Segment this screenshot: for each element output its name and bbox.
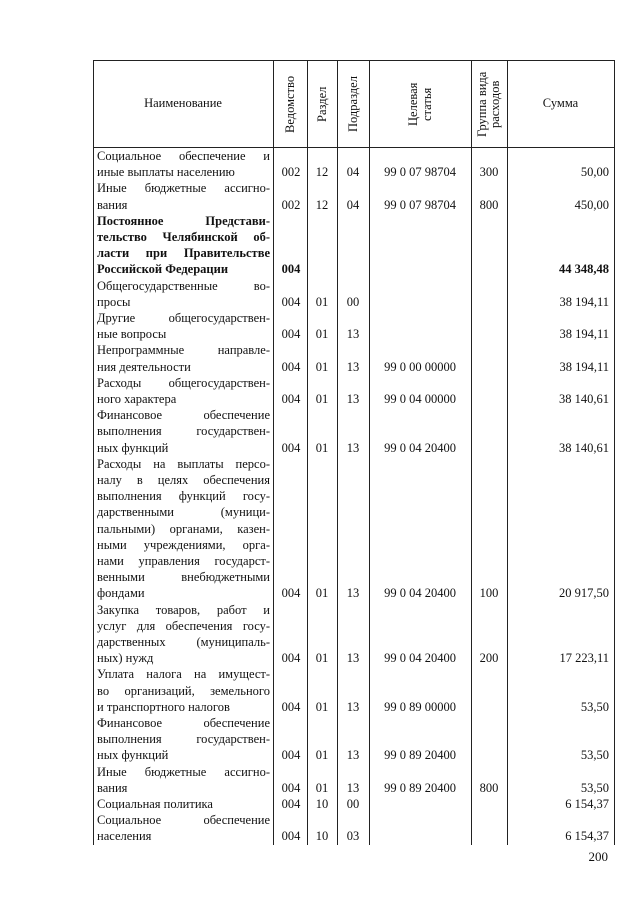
row-vedomstvo: 004	[281, 780, 301, 795]
row-name	[97, 310, 270, 342]
row-gruppa: 200	[479, 651, 499, 666]
row-gruppa: 300	[479, 165, 499, 180]
row-name	[97, 796, 270, 812]
row-razdel: 10	[315, 796, 329, 811]
table-row	[93, 456, 615, 602]
row-name-line: ных функций	[97, 440, 169, 455]
row-name-line: Российской Федерации	[97, 262, 229, 277]
row-vedomstvo: 004	[281, 748, 301, 763]
row-name	[97, 812, 270, 844]
row-podrazdel: 13	[346, 327, 360, 342]
row-razdel: 01	[315, 440, 329, 455]
row-vedomstvo: 004	[281, 294, 301, 309]
row-name-line: и транспортного налогов	[97, 699, 230, 714]
table-row	[93, 278, 615, 310]
row-razdel: 01	[315, 294, 329, 309]
row-summa: 53,50	[580, 748, 609, 763]
header-podrazdel: Подраздел	[346, 76, 360, 132]
table-row	[93, 715, 615, 764]
row-name-line: во организаций, земельного	[97, 683, 270, 698]
row-name-line: услуг для обеспечения госу-	[97, 618, 270, 633]
row-podrazdel: 13	[346, 359, 360, 374]
row-razdel: 01	[315, 699, 329, 714]
table-row	[93, 213, 615, 278]
header-celevaya: Целевая статья	[406, 82, 434, 126]
row-vedomstvo: 004	[281, 359, 301, 374]
row-name-line: выполнения функций госу-	[97, 489, 270, 504]
row-razdel: 12	[315, 165, 329, 180]
row-summa: 20 917,50	[559, 586, 609, 601]
row-name	[97, 407, 270, 456]
table-row	[93, 342, 615, 374]
row-name	[97, 148, 270, 180]
row-podrazdel: 13	[346, 440, 360, 455]
row-summa: 38 194,11	[559, 294, 609, 309]
row-name-line: просы	[97, 294, 131, 309]
row-gruppa: 800	[479, 780, 499, 795]
row-celevaya: 99 0 00 00000	[384, 359, 456, 374]
row-name-line: Расходы общегосударствен-	[97, 375, 270, 390]
row-summa: 450,00	[574, 197, 609, 212]
header-gruppa: Группа вида расходов	[475, 71, 502, 137]
row-podrazdel: 13	[346, 586, 360, 601]
row-celevaya: 99 0 04 00000	[384, 391, 456, 406]
row-celevaya: 99 0 04 20400	[384, 440, 456, 455]
row-name-line: венными внебюджетными	[97, 570, 270, 585]
row-podrazdel: 03	[346, 829, 360, 844]
row-summa: 6 154,37	[565, 829, 609, 844]
row-summa: 53,50	[580, 780, 609, 795]
row-name-line: ных) нужд	[97, 651, 154, 666]
row-name-line: Социальное обеспечение	[97, 813, 270, 828]
row-name-line: фондами	[97, 586, 145, 601]
header-razdel: Раздел	[315, 86, 329, 122]
row-name-line: Общегосударственные во-	[97, 278, 270, 293]
row-vedomstvo: 002	[281, 197, 301, 212]
row-name	[97, 602, 270, 667]
row-celevaya: 99 0 07 98704	[384, 197, 456, 212]
row-summa: 53,50	[580, 699, 609, 714]
row-name-line: Непрограммные направле-	[97, 343, 270, 358]
header-vedomstvo: Ведомство	[283, 75, 297, 133]
row-name-line: выполнения государствен-	[97, 424, 270, 439]
row-razdel: 01	[315, 359, 329, 374]
table-row	[93, 602, 615, 667]
row-podrazdel: 13	[346, 748, 360, 763]
row-razdel: 10	[315, 829, 329, 844]
row-summa: 50,00	[580, 165, 609, 180]
table-row	[93, 812, 615, 844]
row-summa: 44 348,48	[559, 262, 609, 277]
row-name-line: вания	[97, 197, 128, 212]
row-name-line: ласти при Правительстве	[97, 246, 270, 261]
row-summa: 38 194,11	[559, 327, 609, 342]
row-name-line: Уплата налога на имущест-	[97, 667, 270, 682]
row-razdel: 12	[315, 197, 329, 212]
row-name	[97, 764, 270, 796]
row-name-line: Закупка товаров, работ и	[97, 602, 270, 617]
row-vedomstvo: 004	[281, 262, 301, 277]
row-name-line: выполнения государствен-	[97, 732, 270, 747]
row-razdel: 01	[315, 391, 329, 406]
header-summa: Сумма	[542, 96, 579, 110]
row-podrazdel: 04	[346, 165, 360, 180]
row-name	[97, 278, 270, 310]
row-name-line: ных функций	[97, 748, 169, 763]
row-vedomstvo: 004	[281, 327, 301, 342]
row-summa: 38 140,61	[559, 440, 609, 455]
row-name-line: Финансовое обеспечение	[97, 716, 270, 730]
row-podrazdel: 13	[346, 699, 360, 714]
row-vedomstvo: 004	[281, 651, 301, 666]
row-name-line: Постоянное Представи-	[97, 213, 270, 228]
page-number: 200	[588, 849, 608, 864]
row-name	[97, 715, 270, 764]
row-name-line: пальными) органами, казен-	[97, 521, 270, 536]
header-name: Наименование	[144, 96, 222, 110]
row-gruppa: 800	[479, 197, 499, 212]
row-gruppa: 100	[479, 586, 499, 601]
row-name-line: Социальное обеспечение и	[97, 149, 270, 163]
row-name-line: Финансовое обеспечение	[97, 408, 270, 423]
row-podrazdel: 00	[346, 294, 360, 309]
row-vedomstvo: 004	[281, 829, 301, 844]
table-row	[93, 796, 615, 812]
row-vedomstvo: 004	[281, 440, 301, 455]
row-name-line: Расходы на выплаты персо-	[97, 456, 270, 471]
row-name-line: Социальная политика	[97, 797, 213, 811]
row-name-line: Другие общегосударствен-	[97, 311, 270, 325]
row-name-line: дарственными (муници-	[97, 505, 270, 520]
row-razdel: 01	[315, 780, 329, 795]
row-razdel: 01	[315, 327, 329, 342]
row-vedomstvo: 004	[281, 796, 301, 811]
row-name-line: ния деятельности	[97, 359, 191, 374]
budget-table	[93, 60, 615, 845]
row-name	[97, 180, 270, 212]
row-podrazdel: 13	[346, 651, 360, 666]
row-summa: 17 223,11	[559, 651, 609, 666]
table-row	[93, 764, 615, 796]
row-celevaya: 99 0 89 00000	[384, 699, 456, 714]
row-celevaya: 99 0 89 20400	[384, 780, 456, 795]
row-name	[97, 666, 270, 715]
row-name-line: ными учреждениями, орга-	[97, 537, 270, 552]
row-summa: 6 154,37	[565, 796, 609, 811]
table-row	[93, 375, 615, 407]
row-celevaya: 99 0 89 20400	[384, 748, 456, 763]
row-celevaya: 99 0 04 20400	[384, 651, 456, 666]
table-row	[93, 666, 615, 715]
row-vedomstvo: 004	[281, 699, 301, 714]
row-name	[97, 456, 270, 602]
row-vedomstvo: 004	[281, 586, 301, 601]
row-razdel: 01	[315, 748, 329, 763]
table-row	[93, 310, 615, 342]
table-row	[93, 407, 615, 456]
row-razdel: 01	[315, 586, 329, 601]
row-celevaya: 99 0 07 98704	[384, 165, 456, 180]
row-name	[97, 342, 270, 374]
row-podrazdel: 00	[346, 796, 360, 811]
row-name-line: Иные бюджетные ассигно-	[97, 764, 270, 779]
row-name-line: ные вопросы	[97, 327, 167, 342]
row-podrazdel: 13	[346, 780, 360, 795]
row-name-line: иные выплаты населению	[97, 165, 235, 180]
row-summa: 38 140,61	[559, 391, 609, 406]
row-podrazdel: 04	[346, 197, 360, 212]
row-name	[97, 213, 270, 278]
row-name-line: налу в целях обеспечения	[97, 473, 270, 487]
row-vedomstvo: 004	[281, 391, 301, 406]
row-name-line: ного характера	[97, 392, 177, 406]
row-name-line: вания	[97, 780, 128, 795]
row-razdel: 01	[315, 651, 329, 666]
row-name-line: дарственных (муниципаль-	[97, 635, 270, 649]
row-name-line: населения	[97, 829, 152, 844]
row-name	[97, 375, 270, 407]
row-summa: 38 194,11	[559, 359, 609, 374]
row-name-line: нами управления государст-	[97, 554, 270, 569]
table-row	[93, 180, 615, 212]
row-name-line: тельство Челябинской об-	[97, 230, 270, 244]
row-celevaya: 99 0 04 20400	[384, 586, 456, 601]
row-name-line: Иные бюджетные ассигно-	[97, 181, 270, 196]
row-vedomstvo: 002	[281, 165, 301, 180]
row-podrazdel: 13	[346, 391, 360, 406]
table-row	[93, 148, 615, 180]
